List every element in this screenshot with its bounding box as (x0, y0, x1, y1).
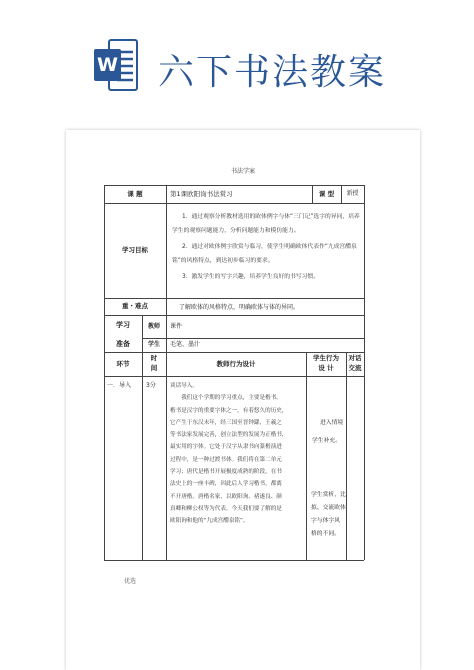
stage-intro: 一．导入 (107, 382, 132, 389)
teacher-text-block (170, 380, 304, 528)
teacher-text-line: 真卿和柳公权等为代表。今天我们要了解的是 (170, 505, 282, 512)
student-text-line: 进入情境 (320, 420, 344, 426)
col-teacher-header: 教师行为设计 (216, 359, 256, 368)
student-text-line: 拟、交流欧体 (311, 505, 346, 511)
teacher-text-line: 最实用的字体。它处于汉字从隶书向篆楷演进 (170, 444, 282, 451)
lesson-type-value: 新授 (346, 190, 359, 198)
prep-teacher-value: 课件 (170, 323, 183, 330)
time-intro: 3分 (146, 382, 156, 389)
prep-student-value: 毛笔、墨汁 (170, 341, 201, 348)
banner (0, 0, 474, 124)
col-time-header-bottom: 间 (150, 364, 158, 372)
document-header: 书法学案 (230, 168, 255, 175)
key-points-value: 了解欧体的风格特点，明确欧体与体的异同。 (179, 304, 300, 311)
lesson-type-label: 课 型 (318, 189, 335, 198)
banner-title: 六下书法教案 (158, 52, 387, 93)
prep-label-top: 学习 (116, 321, 130, 329)
teacher-text-line: 不开唐楷。唐楷名家，以欧阳询、褚遂良、颜 (170, 493, 282, 500)
teacher-text-line: 等书法家发展完善，创立法型的发展为正楷书， (170, 432, 288, 439)
teacher-text-line: 欧阳询和他的“九成宫醴泉铭”。 (170, 518, 249, 525)
goal-item: 1．通过观察分析教材选用的欧体例字与体“三门记”选字的异同，培养学生的观察问题能力，分析问题能力和模仿能力。 (172, 214, 360, 234)
col-student-header-bottom: 设 计 (318, 364, 334, 372)
teacher-text-line: 我们这个学期的学习重点，主要是楷书。 (170, 395, 282, 402)
prep-student-label: 学生 (147, 341, 160, 349)
prep-label-bottom: 准备 (116, 340, 130, 348)
key-points-label: 重・难点 (122, 302, 148, 311)
teacher-text-line: 法史上的一座丰碑，因此后人学习楷书，都离 (170, 481, 282, 488)
student-text-line: 学生赏析，比 (311, 492, 346, 498)
goals-label: 学习目标 (122, 246, 148, 255)
student-text-line: 学生补充。 (312, 438, 341, 444)
prep-teacher-label: 教师 (147, 322, 160, 330)
document-footer: 优选 (124, 578, 137, 585)
lesson-label: 课 题 (127, 189, 143, 198)
teacher-text-line: 楷书是汉字的重要字体之一，有着悠久的历史， (170, 407, 288, 414)
goal-item: 2．通过对欧体例字欣赏与临习，使学生明确欧体代表作“九成宫醴泉铭”的风格特点，到达初步临习的要求。 (172, 244, 357, 264)
teacher-text-line: 谈话导入。 (170, 383, 198, 389)
col-dialog-header-top: 对话 (348, 354, 362, 362)
lesson-value: 第1课欧阳询书法赏习 (170, 190, 233, 198)
document-page (66, 130, 420, 670)
col-stage-header: 环节 (116, 359, 130, 368)
svg-text:W: W (97, 54, 118, 76)
teacher-text-line: 过程中，是一种过渡书体。我们将在第二单元 (170, 456, 282, 463)
teacher-text-line: 学习；唐代是楷书开展极度成熟的阶段，在书 (170, 469, 282, 476)
student-text-line: 格的不同。 (311, 531, 340, 537)
student-text-line: 字与体字风 (311, 518, 340, 524)
word-logo-icon (93, 38, 139, 92)
teacher-text-line: 它产生于东汉末年，经三国至晋钟繇，王羲之 (170, 419, 282, 426)
col-time-header-top: 时 (150, 354, 158, 362)
col-dialog-header-bottom: 交流 (348, 364, 362, 372)
goal-item: 3．激发学生的写字兴趣，培养学生良好的书写习惯。 (182, 274, 320, 280)
col-student-header-top: 学生行为 (313, 354, 339, 362)
